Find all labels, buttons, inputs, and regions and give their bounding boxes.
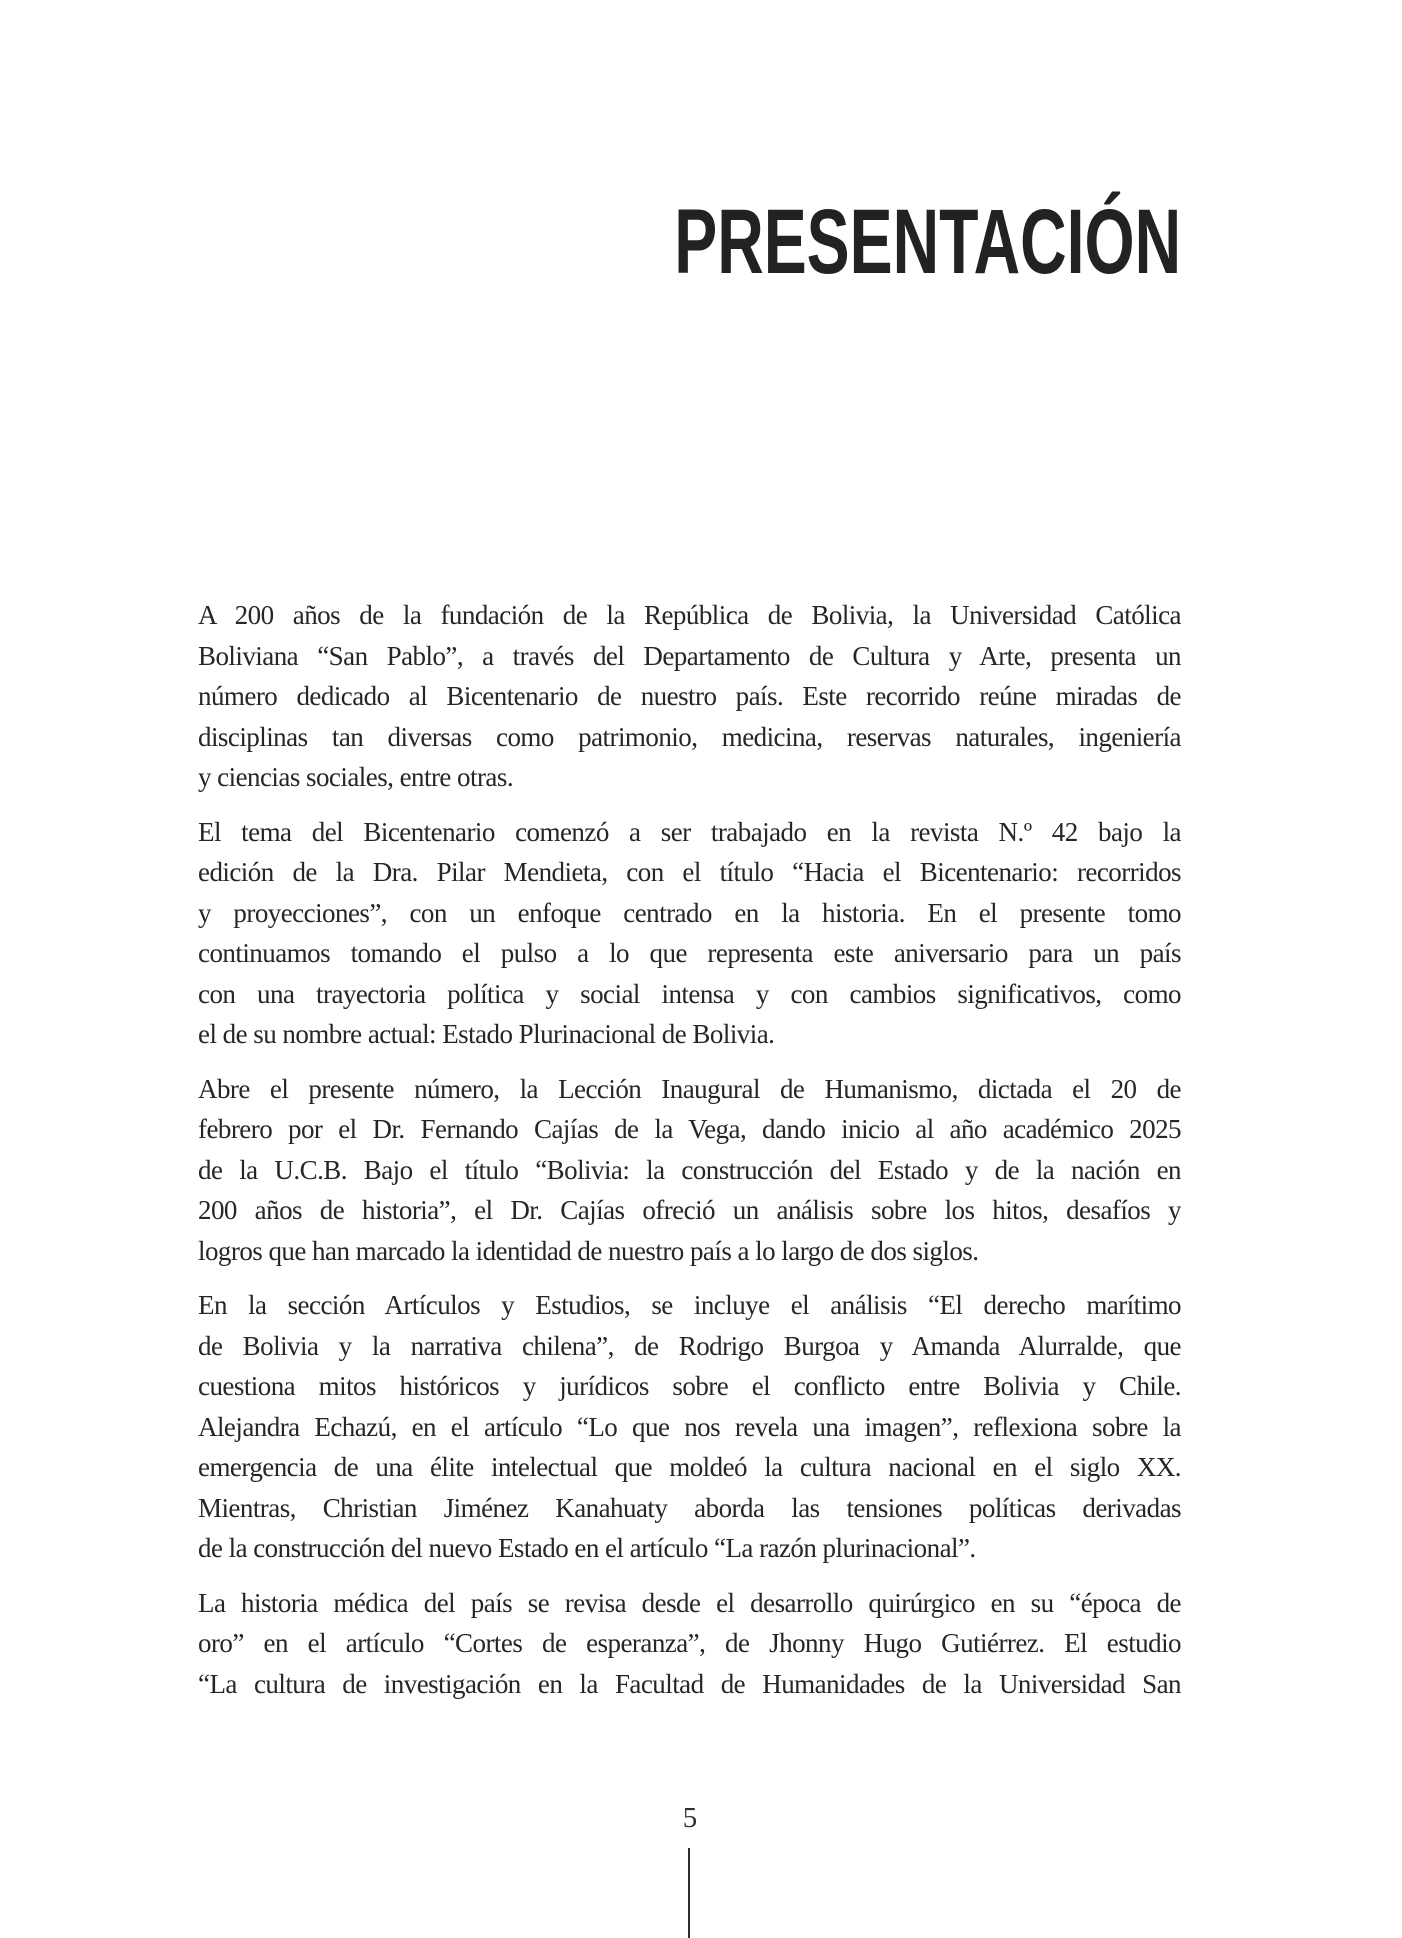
text-line: La historia médica del país se revisa desde el desarrollo quirúrgico en su “época de bbox=[198, 1587, 1181, 1618]
text-line: de la construcción del nuevo Estado en el artículo “La razón plurinacional”. bbox=[198, 1533, 976, 1563]
text-line: de la U.C.B. Bajo el título “Bolivia: la construcción del Estado y de la nación en bbox=[198, 1154, 1181, 1185]
text-line: Boliviana “San Pablo”, a través del Departamento de Cultura y Arte, presenta un bbox=[198, 640, 1181, 671]
text-line: 200 años de historia”, el Dr. Cajías ofreció un análisis sobre los hitos, desafíos y bbox=[198, 1195, 1181, 1225]
text-line: Mientras, Christian Jiménez Kanahuaty aborda las tensiones políticas derivadas bbox=[198, 1492, 1181, 1523]
text-line: Abre el presente número, la Lección Inaugural de Humanismo, dictada el 20 de bbox=[198, 1073, 1181, 1104]
paragraph bbox=[198, 1069, 1181, 1272]
text-line: y ciencias sociales, entre otras. bbox=[198, 762, 514, 792]
text-line: con una trayectoria política y social intensa y con cambios significativos, como bbox=[198, 978, 1181, 1009]
text-line: En la sección Artículos y Estudios, se incluye el análisis “El derecho marítimo bbox=[198, 1290, 1181, 1320]
text-line: A 200 años de la fundación de la República de Bolivia, la Universidad Católica bbox=[198, 600, 1181, 630]
page-title: PRESENTACIÓN bbox=[674, 191, 1181, 293]
body-text bbox=[198, 595, 1181, 1704]
paragraph bbox=[198, 1285, 1181, 1569]
text-line: el de su nombre actual: Estado Plurinacional de Bolivia. bbox=[198, 1019, 775, 1049]
paragraph bbox=[198, 1583, 1181, 1705]
text-line: cuestiona mitos históricos y jurídicos sobre el conflicto entre Bolivia y Chile. bbox=[198, 1371, 1181, 1401]
text-line: Alejandra Echazú, en el artículo “Lo que nos revela una imagen”, reflexiona sobre la bbox=[198, 1411, 1181, 1442]
text-line: continuamos tomando el pulso a lo que representa este aniversario para un país bbox=[198, 938, 1181, 968]
text-line: disciplinas tan diversas como patrimonio, medicina, reservas naturales, ingeniería bbox=[198, 721, 1181, 752]
text-line: “La cultura de investigación en la Facultad de Humanidades de la Universidad San bbox=[198, 1668, 1181, 1699]
text-line: El tema del Bicentenario comenzó a ser trabajado en la revista N.º 42 bajo la bbox=[198, 816, 1181, 847]
text-line: emergencia de una élite intelectual que moldeó la cultura nacional en el siglo XX. bbox=[198, 1452, 1181, 1482]
footer-rule bbox=[688, 1848, 690, 1938]
paragraph bbox=[198, 595, 1181, 798]
text-line: oro” en el artículo “Cortes de esperanza”, de Jhonny Hugo Gutiérrez. El estudio bbox=[198, 1628, 1181, 1658]
text-line: y proyecciones”, con un enfoque centrado en la historia. En el presente tomo bbox=[198, 897, 1181, 928]
text-line: febrero por el Dr. Fernando Cajías de la Vega, dando inicio al año académico 2025 bbox=[198, 1114, 1181, 1144]
text-line: de Bolivia y la narrativa chilena”, de Rodrigo Burgoa y Amanda Alurralde, que bbox=[198, 1330, 1181, 1361]
text-line: logros que han marcado la identidad de nuestro país a lo largo de dos siglos. bbox=[198, 1235, 979, 1266]
paragraph bbox=[198, 812, 1181, 1055]
text-line: edición de la Dra. Pilar Mendieta, con el título “Hacia el Bicentenario: recorridos bbox=[198, 857, 1181, 887]
text-line: número dedicado al Bicentenario de nuestro país. Este recorrido reúne miradas de bbox=[198, 681, 1181, 711]
page-number: 5 bbox=[682, 1802, 698, 1834]
